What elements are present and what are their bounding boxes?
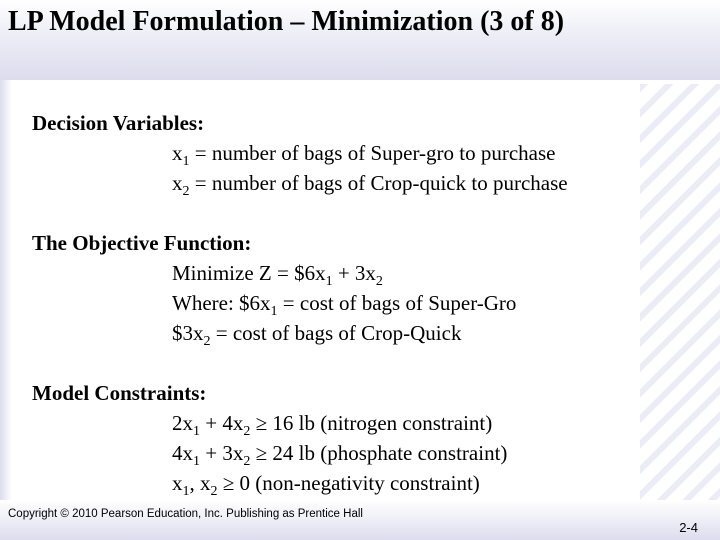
slide-title: LP Model Formulation – Minimization (3 of 8) [8,6,565,37]
obj-part: = cost of bags of Crop-Quick [210,321,462,345]
non-negativity-constraint [32,468,692,498]
con-part: + 4x [200,411,244,435]
objective-where-line [32,288,692,318]
model-constraints-section [32,378,692,498]
con-sub: 1 [182,484,190,499]
con-part: + 3x [200,441,244,465]
con-part: 4x [172,441,193,465]
phosphate-constraint [32,438,692,468]
con-sub: 1 [193,424,200,439]
model-constraints-heading: Model Constraints: [32,381,207,405]
obj-sub: 2 [203,334,211,349]
con-sub: 1 [193,454,200,469]
x2-text: = number of bags of Crop-quick to purchase [189,171,568,195]
obj-part: Where: $6x [172,291,271,315]
con-part: 2x [172,411,193,435]
title-bar [0,0,720,80]
con-sub: 2 [243,424,251,439]
con-part: ≥ 16 lb (nitrogen constraint) [250,411,493,435]
x1-definition [32,138,692,168]
objective-function-section [32,228,692,348]
obj-sub: 1 [325,274,333,289]
obj-part: Minimize Z = $6x [172,261,326,285]
copyright-notice: Copyright © 2010 Pearson Education, Inc. Publishing as Prentice Hall [8,508,363,520]
obj-part: $3x [172,321,204,345]
decision-variables-section [32,108,692,198]
slide-content [32,108,692,498]
con-part: , x [189,471,211,495]
objective-cost-line [32,318,692,348]
left-decor-strip [0,80,12,500]
obj-sub: 1 [270,304,278,319]
objective-minimize-line [32,258,692,288]
x1-text: = number of bags of Super-gro to purchase [189,141,556,165]
var-x1: x [172,141,183,165]
con-part: ≥ 24 lb (phosphate constraint) [250,441,508,465]
con-sub: 2 [210,484,218,499]
obj-sub: 2 [375,274,383,289]
con-part: x [172,471,183,495]
sub-x2: 2 [182,184,190,199]
con-sub: 2 [243,454,251,469]
obj-part: = cost of bags of Super-Gro [277,291,517,315]
sub-x1: 1 [182,154,190,169]
objective-function-heading: The Objective Function: [32,231,252,255]
nitrogen-constraint [32,408,692,438]
obj-part: + 3x [332,261,376,285]
decision-variables-heading: Decision Variables: [32,111,205,135]
var-x2: x [172,171,183,195]
x2-definition [32,168,692,198]
con-part: ≥ 0 (non-negativity constraint) [217,471,480,495]
page-number: 2-4 [679,520,698,535]
